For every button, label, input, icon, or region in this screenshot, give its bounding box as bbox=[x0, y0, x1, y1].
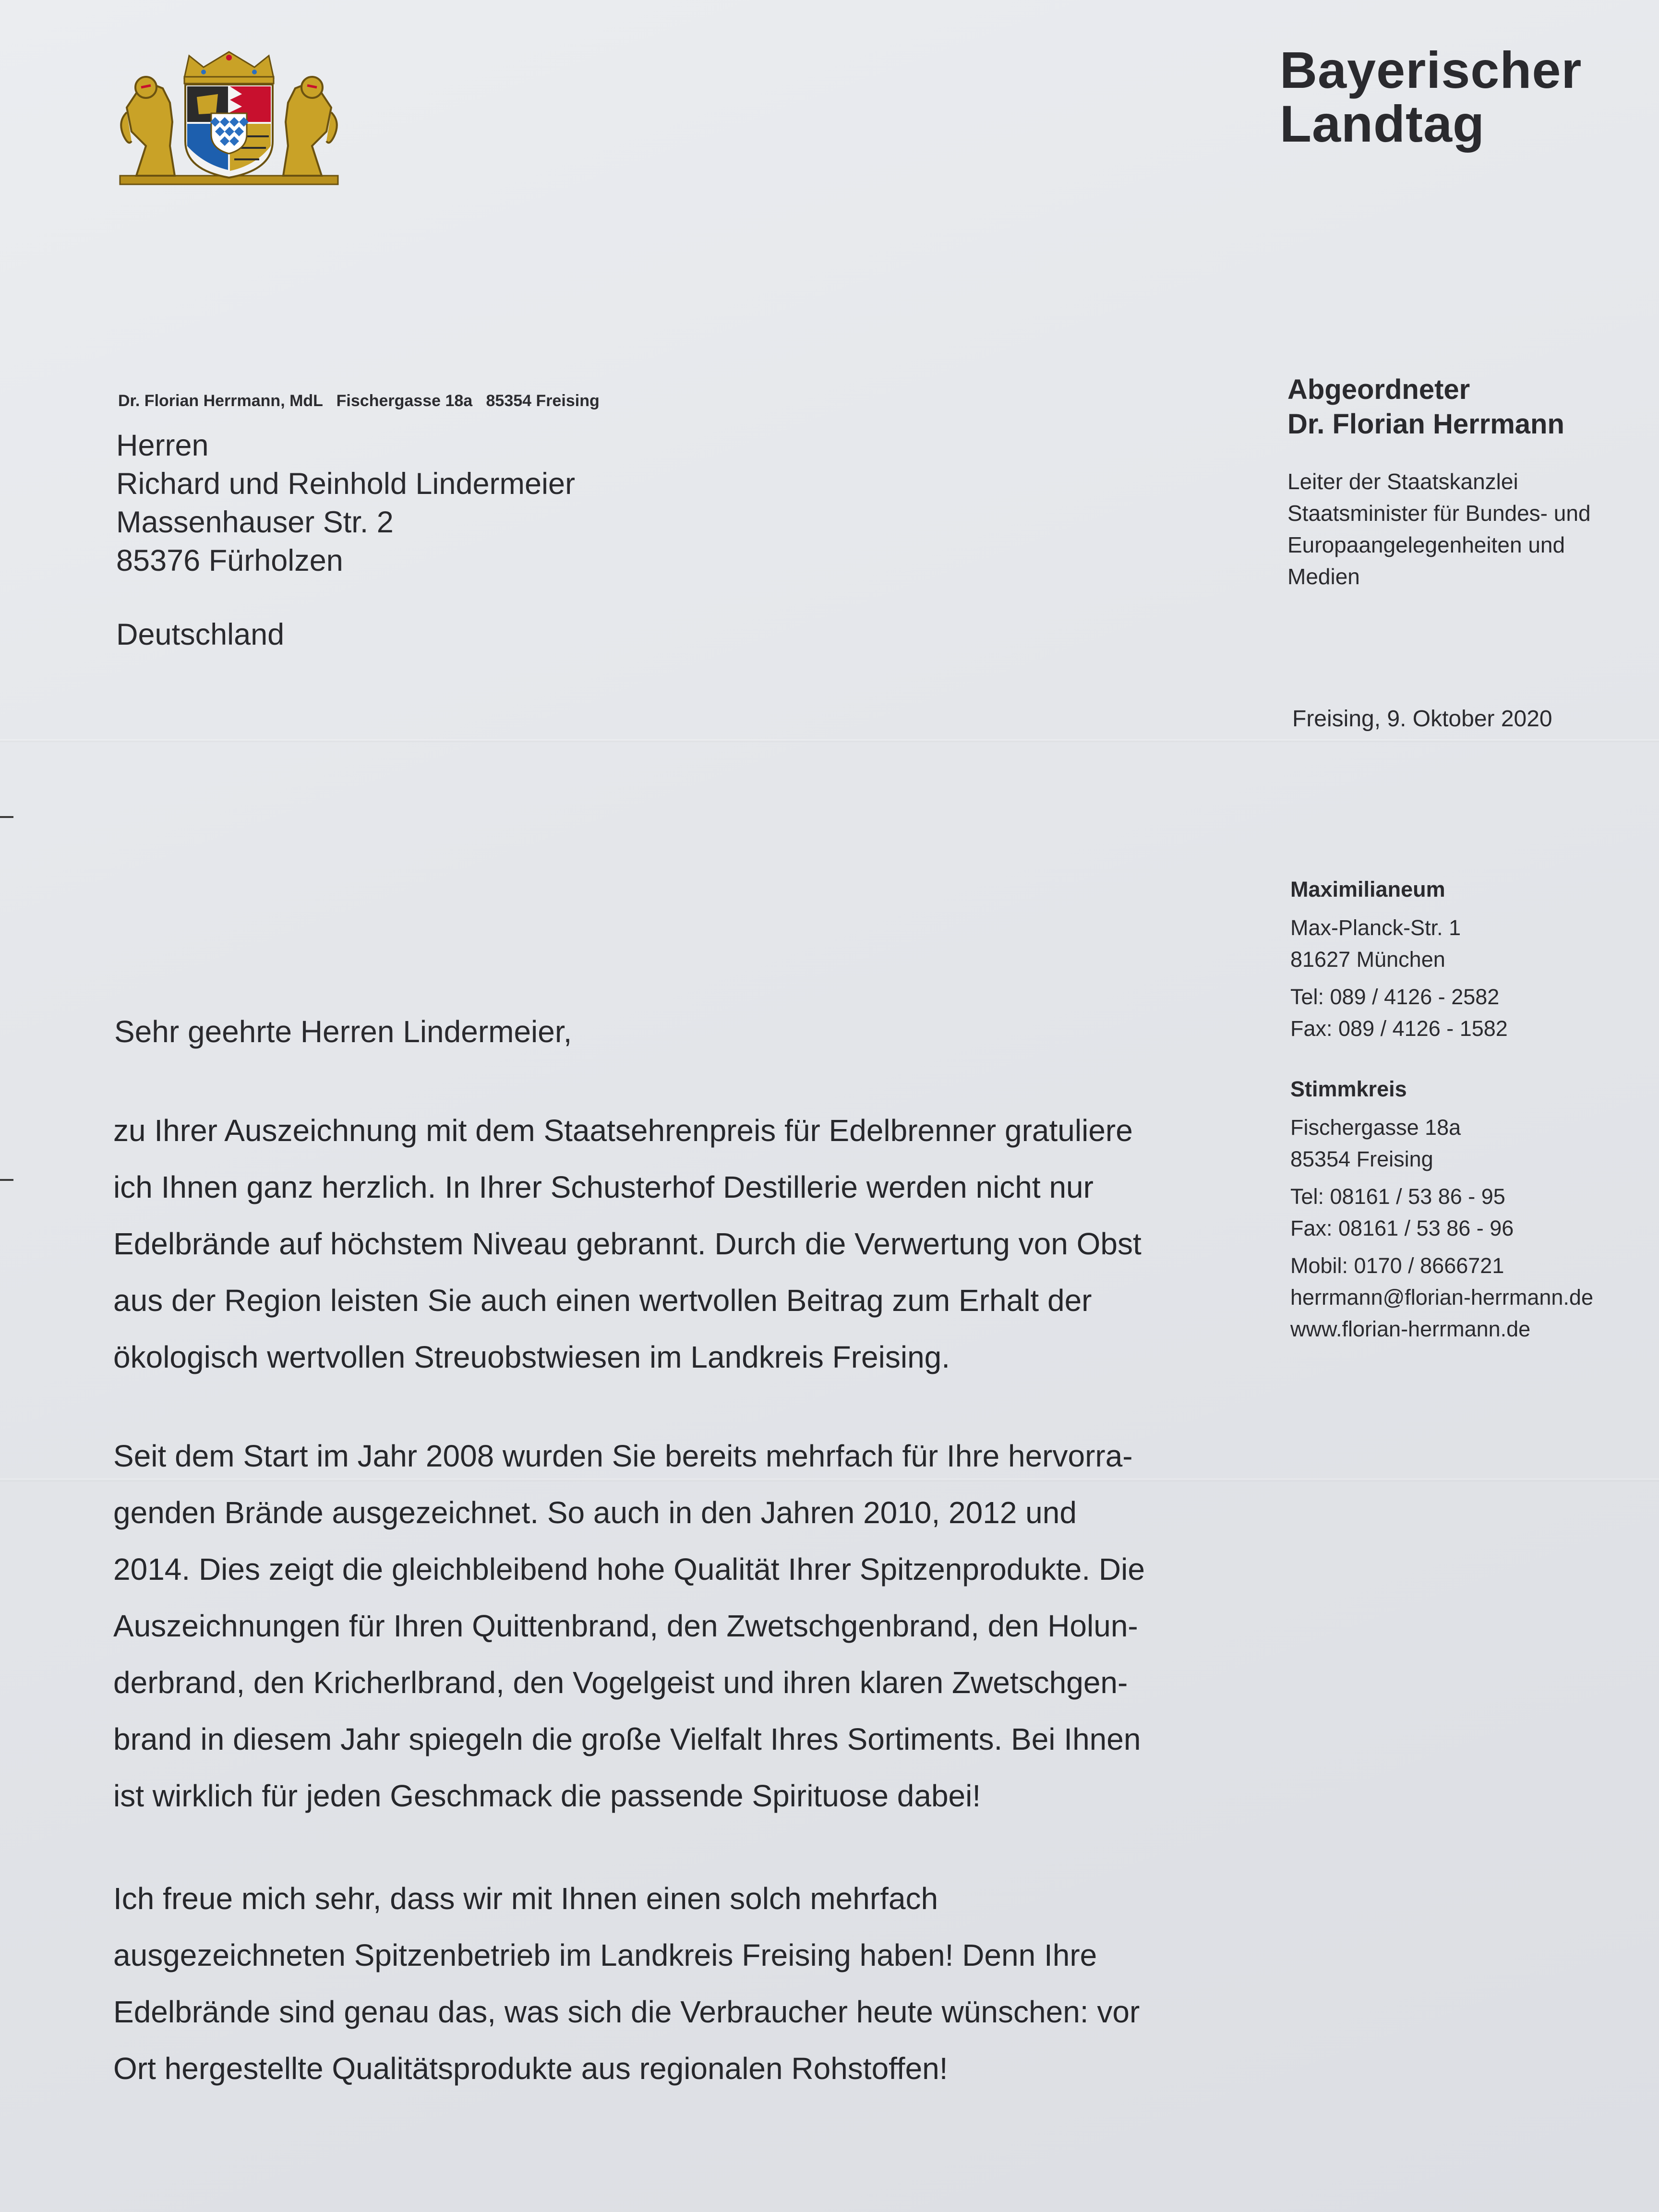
paragraph-line: Ort hergestellte Qualitätsprodukte aus regionalen Rohstoffen! bbox=[113, 2051, 948, 2086]
contact-fax: Fax: 089 / 4126 - 1582 bbox=[1290, 1016, 1508, 1041]
maximilianeum-contact-block bbox=[1290, 874, 1655, 1045]
letter-date: Freising, 9. Oktober 2020 bbox=[1292, 706, 1552, 732]
paragraph-line: ökologisch wertvollen Streuobstwiesen im Landkreis Freising. bbox=[113, 1340, 950, 1374]
recipient-line: Herren bbox=[116, 429, 209, 462]
contact-heading: Maximilianeum bbox=[1290, 877, 1445, 902]
contact-street: Fischergasse 18a bbox=[1290, 1115, 1461, 1140]
paragraph-line: Edelbrände auf höchstem Niveau gebrannt. Durch die Verwertung von Obst bbox=[113, 1226, 1142, 1261]
contact-phone: Tel: 089 / 4126 - 2582 bbox=[1290, 985, 1500, 1009]
sender-role: Medien bbox=[1287, 564, 1360, 589]
sender-title: Abgeordneter bbox=[1287, 374, 1470, 405]
contact-fax: Fax: 08161 / 53 86 - 96 bbox=[1290, 1216, 1514, 1240]
paragraph-line: Edelbrände sind genau das, was sich die Verbraucher heute wünschen: vor bbox=[113, 1995, 1140, 2029]
recipient-line: Richard und Reinhold Lindermeier bbox=[116, 467, 576, 501]
logo-line-1: Bayerischer bbox=[1280, 41, 1582, 99]
contact-mobile: Mobil: 0170 / 8666721 bbox=[1290, 1253, 1504, 1278]
contact-city: 81627 München bbox=[1290, 947, 1445, 972]
recipient-line: 85376 Fürholzen bbox=[116, 544, 343, 577]
sender-role: Europaangelegenheiten und bbox=[1287, 532, 1565, 557]
paragraph-line: ausgezeichneten Spitzenbetrieb im Landkreis Freising haben! Denn Ihre bbox=[113, 1938, 1097, 1972]
letter-salutation: Sehr geehrte Herren Lindermeier, bbox=[114, 1014, 572, 1049]
contact-heading: Stimmkreis bbox=[1290, 1077, 1407, 1101]
body-paragraph-3 bbox=[113, 1870, 1140, 2097]
body-paragraph-2 bbox=[113, 1428, 1145, 1824]
sender-return-address: Dr. Florian Herrmann, MdL Fischergasse 18a 85354 Freising bbox=[118, 392, 600, 410]
paragraph-line: Auszeichnungen für Ihren Quittenbrand, den Zwetschgenbrand, den Holun- bbox=[113, 1609, 1138, 1643]
paragraph-line: genden Brände ausgezeichnet. So auch in den Jahren 2010, 2012 und bbox=[113, 1495, 1077, 1530]
contact-email: herrmann@florian-herrmann.de bbox=[1290, 1285, 1593, 1310]
contact-phone: Tel: 08161 / 53 86 - 95 bbox=[1290, 1184, 1505, 1209]
paragraph-line: aus der Region leisten Sie auch einen wertvollen Beitrag zum Erhalt der bbox=[113, 1283, 1092, 1318]
sender-name: Dr. Florian Herrmann bbox=[1287, 409, 1564, 440]
recipient-country: Deutschland bbox=[116, 618, 285, 651]
sender-info-sidebar bbox=[1287, 373, 1652, 592]
contact-street: Max-Planck-Str. 1 bbox=[1290, 915, 1461, 940]
sender-role: Leiter der Staatskanzlei bbox=[1287, 469, 1518, 494]
paragraph-line: 2014. Dies zeigt die gleichbleibend hohe Qualität Ihrer Spitzenprodukte. Die bbox=[113, 1552, 1145, 1587]
recipient-line: Massenhauser Str. 2 bbox=[116, 505, 394, 539]
landtag-logo bbox=[1280, 43, 1582, 151]
recipient-address-block bbox=[116, 426, 575, 654]
fold-mark bbox=[0, 816, 13, 818]
contact-city: 85354 Freising bbox=[1290, 1147, 1433, 1171]
paper-fold-crease bbox=[0, 739, 1659, 742]
stimmkreis-contact-block bbox=[1290, 1073, 1655, 1345]
fold-mark bbox=[0, 1179, 13, 1181]
paragraph-line: Ich freue mich sehr, dass wir mit Ihnen einen solch mehrfach bbox=[113, 1881, 938, 1916]
paragraph-line: zu Ihrer Auszeichnung mit dem Staatsehrenpreis für Edelbrenner gratuliere bbox=[113, 1113, 1133, 1148]
body-paragraph-1 bbox=[113, 1102, 1142, 1385]
contact-website: www.florian-herrmann.de bbox=[1290, 1317, 1531, 1341]
paragraph-line: ich Ihnen ganz herzlich. In Ihrer Schusterhof Destillerie werden nicht nur bbox=[113, 1170, 1094, 1204]
paragraph-line: ist wirklich für jeden Geschmack die passende Spirituose dabei! bbox=[113, 1779, 981, 1813]
sender-role: Staatsminister für Bundes- und bbox=[1287, 501, 1591, 526]
paragraph-line: Seit dem Start im Jahr 2008 wurden Sie bereits mehrfach für Ihre hervorra- bbox=[113, 1439, 1133, 1473]
paragraph-line: brand in diesem Jahr spiegeln die große Vielfalt Ihres Sortiments. Bei Ihnen bbox=[113, 1722, 1141, 1756]
paragraph-line: derbrand, den Kricherlbrand, den Vogelgeist und ihren klaren Zwetschgen- bbox=[113, 1665, 1128, 1700]
bavarian-coat-of-arms-icon bbox=[117, 50, 341, 189]
logo-line-2: Landtag bbox=[1280, 95, 1485, 153]
